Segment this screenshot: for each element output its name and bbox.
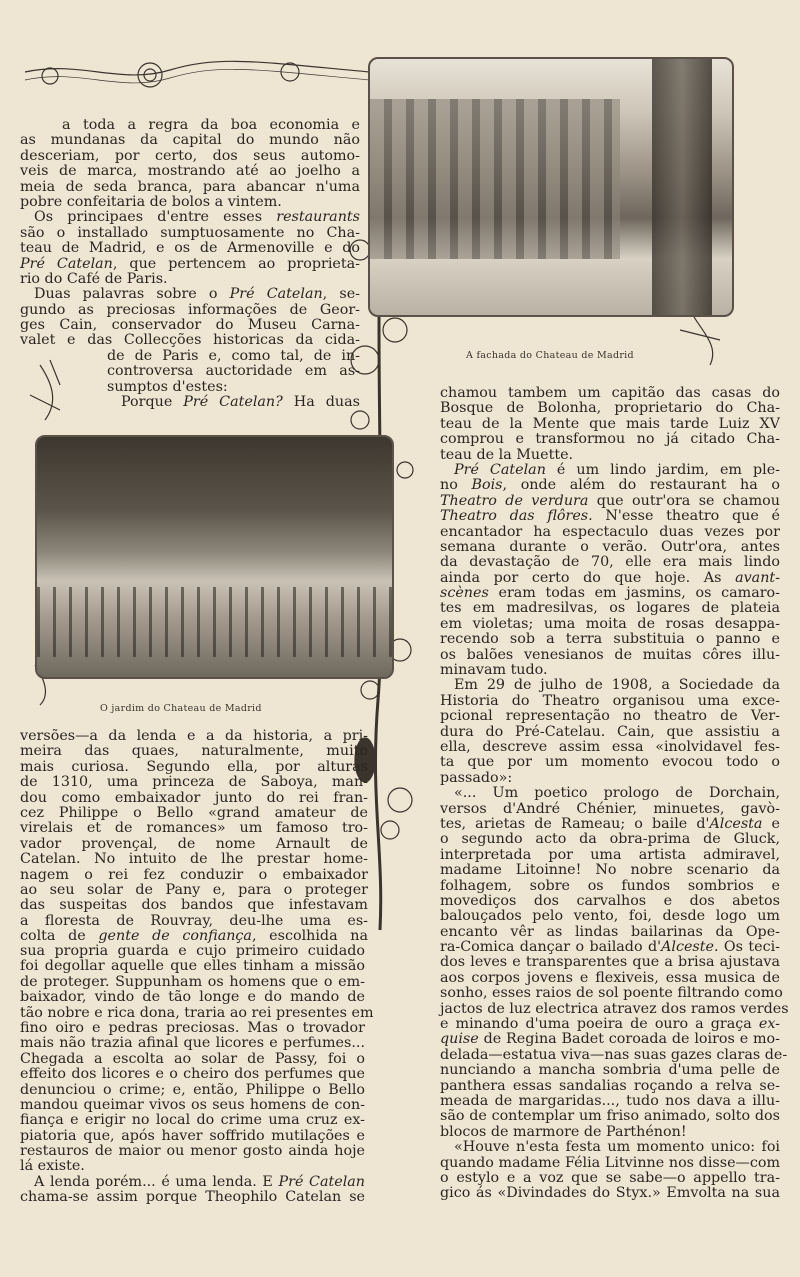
text-line [107,380,360,395]
italic-text: Bois [471,477,503,494]
left-column-indented [107,349,360,411]
left-column-lower [20,729,368,944]
text-line [440,694,780,709]
text-segment: fiança e erigir no local do crime uma cruz ex- [20,1112,365,1129]
text-line [20,1083,365,1098]
text-segment: interpretada por uma artista admiravel, [440,846,780,863]
text-segment: chama-se assim porque Theophilo Catelan se [20,1189,365,1206]
text-line [440,909,780,924]
text-segment: dos leves e transparentes que a brisa ajustava [440,954,780,971]
text-line [20,868,368,883]
text-line [440,832,780,847]
italic-text: Pré Catelan [278,1173,365,1190]
text-line [20,318,360,333]
text-line [440,940,780,955]
text-segment: , onde além do restaurant ha o [502,477,780,494]
text-segment: teau de la Muette. [440,446,574,463]
text-line [20,1021,365,1036]
text-segment: pcional representação no theatro de Ver- [440,708,780,725]
text-segment: movediços dos carvalhos e dos abetos [440,892,780,909]
text-segment: Os teci- [718,939,780,956]
left-column-bottom [20,943,374,1206]
text-line [440,540,780,555]
text-line [20,133,360,148]
text-line [440,448,780,463]
text-segment: aos corpos jovens e flexiveis, essa musica de [440,969,780,986]
text-line [20,975,365,990]
text-line [20,729,368,744]
italic-text: avant- [735,569,780,586]
text-line [440,755,780,770]
text-segment: «... Um poetico prologo de Dorchain, [454,785,780,802]
text-segment: são de contemplar um friso animado, solto dos [440,1108,780,1125]
text-line [107,364,360,379]
text-segment: Os principaes d'entre esses [34,209,277,226]
text-line [20,164,360,179]
text-segment: ainda por certo do que hoje. As [440,569,736,586]
text-line [440,648,780,663]
text-line [20,180,360,195]
text-segment: meada de margaridas..., tudo nos dava a illu- [440,1092,780,1109]
text-segment: o estylo e a voz que se sabe—o appello tra- [440,1169,780,1186]
text-line [20,791,368,806]
text-line [107,395,360,410]
text-segment: as mundanas da capital do mundo não [20,132,360,149]
text-segment: de de Paris e, como tal, de in- [107,348,360,364]
text-segment: baixador, vindo de tão longe e do mando de [20,989,365,1006]
text-line [20,333,360,348]
text-segment: valet e das Collecções historicas da cida- [20,332,360,349]
text-line [20,775,368,790]
text-segment: , se- [322,286,360,303]
text-segment: restauros de maior ou menor gosto ainda hoje [20,1143,365,1160]
text-line [20,959,365,974]
text-segment: Porque [121,394,184,411]
text-line [440,879,780,894]
text-line [440,985,783,1002]
text-line [20,1036,365,1051]
text-line [440,1109,780,1124]
text-line [440,955,780,970]
text-segment: tes em madresilvas, os logares de plateia [440,600,780,617]
text-line [440,802,780,817]
text-line [20,944,365,959]
text-segment: piatoria que, após haver soffrido mutilações e [20,1127,365,1144]
text-line [440,971,780,986]
text-segment: nunciando a mancha sombria d'uma pelle de [440,1062,780,1079]
text-segment: semana durante o verão. Outr'ora, antes [440,538,780,555]
text-segment: dou como embaixador junto do rei fran- [20,789,368,806]
text-segment: controversa auctoridade em as- [107,363,360,380]
text-line [440,617,780,632]
text-segment: folhagem, sobre os fundos sombrios e [440,877,780,894]
text-segment: os balões venesianos de muitas côres illu- [440,646,780,663]
text-segment: denunciou o crime; e, então, Philippe o Bello [20,1081,365,1098]
text-segment: ao seu solar de Pany e, para o proteger [20,881,368,898]
text-segment: mais não trazia afinal que licores e perfumes... [20,1035,365,1052]
text-line [20,744,368,759]
italic-text: Pré Catelan [20,255,113,272]
text-line [440,1017,780,1032]
text-line [440,1079,780,1094]
text-line [440,709,780,724]
text-line [440,417,780,432]
photo-caption-facade: A fachada do Chateau de Madrid [466,350,634,361]
text-segment: rio do Café de Paris. [20,270,168,287]
text-line [440,925,780,940]
text-line [20,287,360,302]
text-segment: veis de marca, mostrando até ao joelho a [20,163,360,180]
text-line [20,1052,365,1067]
text-line [20,1113,365,1128]
text-segment: a floresta de Rouvray, deu-lhe uma es- [20,912,368,929]
text-line [440,525,780,540]
text-segment: passado»: [440,769,513,786]
text-line [440,401,780,416]
left-column-top [20,118,360,349]
text-segment: tão nobre e rica dona, traria ao rei presentes em [20,1004,374,1021]
text-segment: a toda a regra da boa economia e [62,117,360,133]
italic-text: Theatro das flôres. [440,508,593,525]
text-line [440,555,780,570]
text-segment: pobre confeitaria de bolos a vintem. [20,193,282,210]
text-line [20,1159,365,1174]
text-segment: é um lindo jardim, em ple- [545,461,780,478]
text-segment: em violetas; uma moita de rosas desappa- [440,615,780,632]
text-segment: «Houve n'esta festa um momento unico: foi [454,1139,780,1156]
text-line [20,914,368,929]
text-segment: são o installado sumptuosamente no Cha- [20,224,360,241]
text-segment: teau de la Mente que mais tarde Luiz XV [440,415,780,432]
text-line [20,1175,365,1190]
text-line [20,226,360,241]
text-line [440,571,780,586]
text-segment: lá existe. [20,1158,85,1175]
text-line [440,1000,789,1017]
text-segment: meia de seda branca, para abancar n'uma [20,178,360,195]
text-segment: encantador ha espectaculo duas vezes por [440,523,780,540]
text-line [440,863,780,878]
text-segment: e [762,815,780,832]
text-segment: effeito dos licores e o cheiro dos perfumes que [20,1066,365,1083]
text-line [20,837,368,852]
facade-photo [368,57,734,317]
italic-text: Pré Catelan [454,461,546,478]
text-segment: minavam tudo. [440,662,548,679]
text-line [20,821,368,836]
text-line [440,1186,780,1201]
text-segment: nagem o rei fez conduzir o embaixador [20,866,368,883]
text-segment: mais curiosa. Segundo ella, por alturas [20,758,368,775]
text-segment: Duas palavras sobre o [34,286,230,303]
text-segment: balouçados pelo vento, foi, desde logo um [440,908,780,925]
text-segment: de proteger. Suppunham os homens que o em- [20,973,365,990]
text-line [20,806,368,821]
italic-text: Pré Catelan? [183,394,283,411]
text-line [440,509,780,524]
text-line [440,786,780,801]
text-line [440,1125,780,1140]
text-segment: jactos de luz electrica atravez dos ramos verdes [440,1000,789,1017]
garden-photo [35,435,394,679]
text-segment: sua propria guarda e cujo primeiro cuidado [20,943,365,959]
text-line [440,494,780,509]
text-segment: e minando d'uma poeira de ouro a graça [440,1016,759,1033]
text-segment: Historia do Theatro organisou uma exce- [440,692,780,709]
right-column [440,385,789,1202]
italic-text: scènes [440,585,489,602]
text-line [20,990,365,1005]
text-segment: A lenda porém... é uma lenda. E [34,1173,279,1190]
text-segment: desceriam, por certo, dos seus automo- [20,147,360,164]
italic-text: Theatro de verdura [440,492,589,509]
text-segment: Catelan. No intuito de lhe prestar home- [20,851,368,868]
text-segment: sumptos d'estes: [107,378,228,395]
text-segment: de 1310, uma princeza de Saboya, man- [20,774,368,791]
text-segment: Ha duas [282,394,360,411]
text-line [20,303,360,318]
text-line [440,663,780,678]
text-segment: colta de [20,928,99,945]
text-line [20,760,368,775]
text-segment: recendo sob a terra substituia o panno e [440,631,780,648]
text-segment: ges Cain, conservador do Museu Carna- [20,317,360,334]
text-segment: comprou e transformou no já citado Cha- [440,431,780,448]
text-line [440,632,780,647]
text-segment: N'esse theatro que é [592,508,780,525]
text-segment: , escolhida na [251,928,368,945]
text-line [440,386,780,401]
text-segment: ella, descreve assim essa «inolvidavel fes- [440,738,780,755]
text-segment: blocos de marmore de Parthénon! [440,1123,687,1140]
text-segment: gico ás «Divindades do Styx.» Emvolta na sua [440,1185,780,1202]
text-segment: dura do Pré-Catelau. Cain, que assistiu a [440,723,780,740]
text-line [20,272,360,287]
text-segment: panthera essas sandalias roçando a relva se- [440,1077,780,1094]
text-segment: o segundo acto da obra-prima de Gluck, [440,831,780,848]
text-segment: ta que por um momento evocou todo o [440,754,780,771]
text-segment: encanto vêr as lindas bailarinas da Ope- [440,923,780,940]
text-line [440,894,780,909]
text-line [440,1156,780,1171]
text-line [20,118,360,133]
italic-text: Alceste. [661,939,719,956]
text-line [440,817,780,832]
text-segment: gundo as preciosas informações de Geor- [20,301,360,318]
text-segment: cez Philippe o Bello «grand amateur de [20,804,368,821]
text-segment: chamou tambem um capitão das casas do [440,385,780,401]
text-line [20,1144,365,1159]
text-line [20,241,360,256]
text-line [440,1046,788,1063]
text-segment: meira das quaes, naturalmente, muito [20,743,368,760]
text-segment: Bosque de Bolonha, proprietario do Cha- [440,400,780,417]
text-segment: versos d'André Chénier, minuetes, gavò- [440,800,780,817]
text-segment: delada—estatua viva—nas suas gazes claras de- [440,1046,788,1063]
text-segment: tes, arietas de Rameau; o baile d' [440,815,710,832]
text-segment: vador provençal, de nome Arnault de [20,835,368,852]
text-line [440,601,780,616]
text-segment: das suspeitas dos bandos que infestavam [20,897,368,914]
text-segment: fino oiro e pedras preciosas. Mas o trovador [20,1019,365,1036]
text-line [20,898,368,913]
text-line [440,478,780,493]
text-line [20,852,368,867]
text-segment: eram todas em jasmins, os camaro- [488,585,780,602]
text-segment: virelais et de romances» um famoso tro- [20,820,368,837]
text-line [20,1129,365,1144]
text-segment: versões—a da lenda e a da historia, a pri- [20,728,368,744]
text-segment: sonho, esses raios de sol poente filtrando como [440,985,783,1002]
text-line [440,848,780,863]
text-segment: foi degollar aquelle que elles tinham a missão [20,958,365,975]
text-segment: teau de Madrid, e os de Armenoville e do [20,240,360,257]
text-line [20,210,360,225]
text-segment: da devastação de 70, elle era mais lindo [440,554,780,571]
text-line [440,1063,780,1078]
text-segment: Chegada a escolta ao solar de Passy, foi o [20,1050,365,1067]
text-line [440,1140,780,1155]
text-segment: que outr'ora se chamou [588,492,780,509]
text-line [440,725,780,740]
text-line [20,1190,365,1205]
text-line [20,1004,374,1021]
text-line [440,1032,780,1047]
photo-caption-garden: O jardim do Chateau de Madrid [100,703,262,714]
text-line [20,1067,365,1082]
text-line [440,586,780,601]
italic-text: restaurants [276,209,360,226]
text-line [440,678,780,693]
text-segment: mandou queimar vivos os seus homens de con- [20,1096,365,1113]
text-line [440,1171,780,1186]
text-segment: ra-Comica dançar o bailado d' [440,939,662,956]
text-line [440,771,780,786]
text-line [107,349,360,364]
text-segment: , que pertencem ao proprieta- [112,255,360,272]
text-line [20,1098,365,1113]
italic-text: Alcesta [709,815,763,832]
text-line [20,195,360,210]
text-line [20,257,360,272]
text-line [20,149,360,164]
italic-text: quise [440,1031,479,1048]
italic-text: Pré Catelan [229,286,323,303]
text-segment: Em 29 de julho de 1908, a Sociedade da [454,677,780,694]
italic-text: gente de confiança [98,928,252,945]
text-line [440,432,780,447]
text-line [440,740,780,755]
text-segment: madame Litoinne! No nobre scenario da [440,862,780,879]
text-segment: no [440,477,472,494]
italic-text: ex- [758,1016,780,1033]
text-segment: quando madame Félia Litvinne nos disse—com [440,1154,780,1171]
text-line [20,883,368,898]
text-line [440,463,780,478]
text-line [440,1094,780,1109]
text-segment: de Regina Badet coroada de loiros e mo- [478,1031,780,1048]
